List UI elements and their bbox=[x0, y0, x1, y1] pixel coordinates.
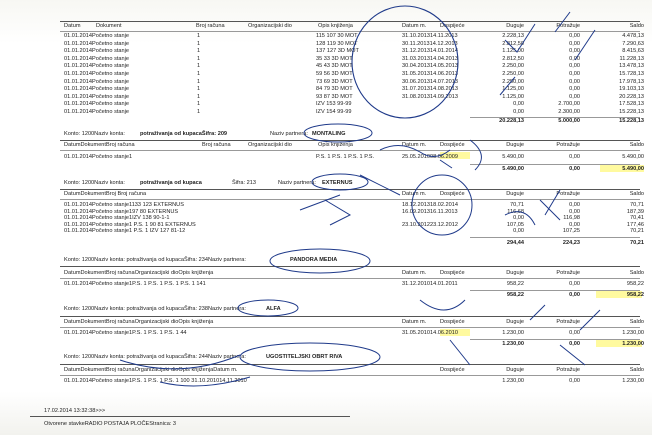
konto-label-3: Konto: 1200Naziv konta: bbox=[64, 180, 125, 186]
total-saldo-3: 70,21 bbox=[630, 240, 644, 246]
row-duguje: 2.228,13 bbox=[502, 33, 524, 39]
col-header-sal-5: Saldo bbox=[629, 319, 644, 325]
row-date: 01.01.2014 bbox=[64, 93, 92, 100]
row-duguje-3: 0,00 bbox=[513, 215, 524, 222]
row-potrazuje: 0,00 bbox=[569, 55, 580, 62]
row-document: Početno stanje bbox=[92, 109, 130, 115]
col-header-sal-6: Saldo bbox=[629, 367, 644, 373]
col-header-pot-5: Potražuje bbox=[556, 319, 580, 325]
col-header-saldo: Saldo bbox=[629, 23, 644, 29]
row-saldo-2: 5.490,00 bbox=[622, 154, 644, 160]
row-text-3: 01.01.2014Početno stanje1 P.S. 1 IZV 127 81-12 bbox=[64, 228, 186, 235]
row-saldo: 13.478,13 bbox=[619, 63, 644, 70]
row-saldo: 19.103,13 bbox=[619, 86, 644, 93]
col-header-potrazuje: Potražuje bbox=[556, 23, 580, 29]
row-opis: 45 43 3D MOT bbox=[316, 63, 353, 70]
row-potrazuje-5: 0,00 bbox=[569, 330, 580, 336]
row-text-3: 01.01.2014Početno stanje1IZV 138 90-1-1 bbox=[64, 215, 170, 222]
row-potrazuje-4: 0,00 bbox=[569, 281, 580, 287]
row-potrazuje-3: 0,00 bbox=[569, 202, 580, 208]
col-header-broj-2: Broj računa bbox=[202, 142, 231, 148]
row-opis: 137 127 3D MOT bbox=[316, 48, 359, 55]
row-datum-m: 30.04.201314.05.2013 bbox=[402, 63, 458, 70]
row-datum-m-3: 16.09.201316.11.2013 bbox=[402, 208, 458, 215]
total-potrazuje-4: 0,00 bbox=[569, 292, 580, 298]
pen-circle-pandora bbox=[270, 249, 370, 273]
row-opis: IZV 154 99-99 bbox=[316, 109, 352, 115]
col-header-dokument: Dokument bbox=[96, 23, 122, 29]
partner-label-2: Naziv partnera: bbox=[270, 131, 308, 137]
partner-name-2: MONTALING bbox=[312, 131, 346, 137]
col-header-datum-2: Datum m. bbox=[402, 142, 427, 148]
konto-label-2: Konto: 1200Naziv konta: bbox=[64, 131, 125, 137]
row-text-6: 01.01.2014Početno stanje1P.S. 1 P.S. 1 P.S. 1 100 31.10.201014.11.2010 bbox=[64, 378, 247, 384]
row-saldo-3: 70,41 bbox=[630, 215, 644, 222]
row-text-3: 01.01.2014Početno stanje1133 123 EXTERNUS bbox=[64, 202, 184, 208]
row-opis: 35 33 3D MOT bbox=[316, 55, 353, 62]
pen-check-2 bbox=[555, 12, 570, 32]
konto-line-6: Konto: 1200Naziv konta: potraživanja od kupacaŠifra: 244Naziv partnera: bbox=[64, 354, 246, 360]
row-document: Početno stanje bbox=[92, 93, 130, 100]
sifra-3: Šifra: 213 bbox=[232, 180, 256, 186]
row-broj: 1 bbox=[197, 33, 201, 39]
row-datum-m: 31.10.201314.11.2013 bbox=[402, 33, 458, 39]
pen-scribble-3 bbox=[505, 190, 560, 225]
row-saldo-3: 70,71 bbox=[630, 202, 644, 208]
row-broj: 1 bbox=[197, 55, 201, 62]
col-header-sal-2: Saldo bbox=[629, 142, 644, 148]
row-saldo-6: 1.230,00 bbox=[622, 378, 644, 384]
pen-check-1 bbox=[505, 24, 535, 52]
row-duguje-6: 1.230,00 bbox=[502, 378, 524, 384]
row-duguje: 2.812,50 bbox=[502, 40, 524, 47]
partner-name-6: UGOSTITELJSKI OBRT RIVA bbox=[266, 354, 343, 360]
col-header-org-dio: Organizacijski dio bbox=[248, 23, 292, 29]
row-potrazuje-2: 0,00 bbox=[569, 154, 580, 160]
col-header-pot-3: Potražuje bbox=[556, 191, 580, 197]
row-date: 01.01.2014 bbox=[64, 40, 92, 47]
row-datum-m: 31.03.201314.04.2013 bbox=[402, 55, 458, 62]
row-datum-m-4: 31.12.201014.01.2011 bbox=[402, 281, 458, 287]
row-potrazuje: 0,00 bbox=[569, 48, 580, 55]
row-date: 01.01.2014 bbox=[64, 48, 92, 55]
col-header-sal-3: Saldo bbox=[629, 191, 644, 197]
col-header-dosp-6: Dospijeće bbox=[440, 367, 465, 373]
col-header-dosp-4: Dospijeće bbox=[440, 270, 465, 276]
row-saldo: 15.228,13 bbox=[619, 109, 644, 115]
row-duguje-3: 107,05 bbox=[506, 221, 524, 228]
row-broj: 1 bbox=[197, 109, 201, 115]
row-opis: 84 79 3D MOT bbox=[316, 86, 353, 93]
row-datum-m: 31.05.201314.06.2013 bbox=[402, 71, 458, 77]
row-saldo-5: 1.230,00 bbox=[622, 330, 644, 336]
col-header-combined-3: DatumDokumentBroj Broj računa bbox=[64, 191, 147, 197]
total-saldo-4: 958,22 bbox=[626, 292, 644, 298]
row-potrazuje-3: 116,98 bbox=[563, 215, 580, 222]
row-document: Početno stanje bbox=[92, 86, 130, 93]
row-date: 01.01.2014 bbox=[64, 78, 92, 85]
row-datum-m-2: 25.05.201008.06.2009 bbox=[402, 154, 458, 160]
row-datum-m-3: 23.10.201223.12.2012 bbox=[402, 221, 458, 228]
col-header-dug-5: Duguje bbox=[506, 319, 524, 325]
total-duguje-1: 20.228,13 bbox=[499, 118, 524, 124]
row-document: Početno stanje bbox=[92, 55, 130, 62]
total-potrazuje-1: 5.000,00 bbox=[558, 118, 580, 124]
partner-name-3: EXTERNUS bbox=[322, 180, 353, 186]
row-broj: 1 bbox=[197, 101, 201, 108]
row-opis-2: P.S. 1 P.S. 1 P.S. 1 P.S. bbox=[316, 154, 375, 160]
total-potrazuje-3: 224,23 bbox=[562, 240, 580, 246]
col-header-combined-4: DatumDokumentBroj računaOrganizacijski dioOpis knjiženja bbox=[64, 270, 214, 276]
row-duguje: 2.250,00 bbox=[502, 63, 524, 70]
row-document: Početno stanje bbox=[92, 63, 130, 70]
total-duguje-4: 958,22 bbox=[506, 292, 524, 298]
partner-name-5: ALFA bbox=[266, 306, 281, 312]
col-header-pot-6: Potražuje bbox=[556, 367, 580, 373]
row-text-5: 01.01.2014Početno stanje1P.S. 1 P.S. 1 P.S. 1 44 bbox=[64, 330, 187, 336]
pen-scribble-5 bbox=[420, 300, 600, 330]
row-date: 01.01.2014 bbox=[64, 63, 92, 70]
pen-circle-riva bbox=[240, 343, 380, 371]
row-saldo: 7.290,63 bbox=[622, 40, 644, 47]
row-duguje-4: 958,22 bbox=[506, 281, 524, 287]
row-opis: IZV 153 99-99 bbox=[316, 101, 352, 108]
row-potrazuje: 0,00 bbox=[569, 86, 580, 93]
konto-name-3: potraživanja od kupaca bbox=[140, 180, 202, 186]
row-saldo: 15.728,13 bbox=[619, 71, 644, 77]
col-header-dosp-2: Dospijeće bbox=[440, 142, 465, 148]
pen-arrows-3 bbox=[300, 175, 400, 225]
col-header-pot-4: Potražuje bbox=[556, 270, 580, 276]
col-header-dug-3: Duguje bbox=[506, 191, 524, 197]
footer-timestamp: 17.02.2014 13:32:38>>> bbox=[44, 408, 106, 414]
total-potrazuje-5: 0,00 bbox=[569, 341, 580, 347]
row-saldo: 20.228,13 bbox=[619, 93, 644, 100]
total-saldo-5: 1.230,00 bbox=[622, 341, 644, 347]
row-potrazuje: 0,00 bbox=[569, 33, 580, 39]
row-broj: 1 bbox=[197, 71, 201, 77]
row-datum-m-3: 18.12.201318.02.2014 bbox=[402, 202, 458, 208]
col-header-combined-5: DatumDokumentBroj računaOrganizacijski dioOpis knjiženja bbox=[64, 319, 214, 325]
row-duguje: 2.812,50 bbox=[502, 55, 524, 62]
row-potrazuje: 2.300,00 bbox=[558, 109, 580, 115]
row-duguje: 2.250,00 bbox=[502, 78, 524, 85]
row-opis: 59 56 3D MOT bbox=[316, 71, 353, 77]
col-header-datum-3: Datum m. bbox=[402, 191, 427, 197]
konto-line-5: Konto: 1200Naziv konta: potraživanja od kupacaŠifra: 238Naziv partnera: bbox=[64, 306, 246, 312]
row-duguje-3: 70,71 bbox=[510, 202, 524, 208]
pen-circle-externus bbox=[312, 174, 368, 190]
col-header-dug-6: Duguje bbox=[506, 367, 524, 373]
row-duguje: 2.250,00 bbox=[502, 71, 524, 77]
row-broj: 1 bbox=[197, 63, 201, 70]
row-date-2: 01.01.2014 bbox=[64, 154, 92, 160]
row-document: Početno stanje bbox=[92, 40, 130, 47]
col-header-sal-4: Saldo bbox=[629, 270, 644, 276]
row-duguje: 1.125,00 bbox=[502, 86, 524, 93]
total-duguje-2: 5.490,00 bbox=[502, 166, 524, 172]
row-datum-m: 31.12.201314.01.2014 bbox=[402, 48, 458, 55]
row-saldo-3: 187,39 bbox=[626, 208, 644, 215]
row-saldo: 17.978,13 bbox=[619, 78, 644, 85]
pen-circle-dates bbox=[352, 6, 458, 118]
row-opis: 73 69 3D MOT bbox=[316, 78, 353, 85]
row-date: 01.01.2014 bbox=[64, 33, 92, 39]
row-document-2: Početno stanje1 bbox=[92, 154, 133, 160]
total-potrazuje-2: 0,00 bbox=[569, 166, 580, 172]
row-broj: 1 bbox=[197, 93, 201, 100]
total-saldo-1: 15.228,13 bbox=[619, 118, 644, 124]
row-saldo: 4.478,13 bbox=[622, 33, 644, 39]
row-potrazuje: 0,00 bbox=[569, 40, 580, 47]
col-header-datum: Datum bbox=[64, 23, 81, 29]
row-saldo: 17.528,13 bbox=[619, 101, 644, 108]
row-saldo: 8.415,63 bbox=[622, 48, 644, 55]
col-header-dug-2: Duguje bbox=[506, 142, 524, 148]
row-datum-m: 30.06.201314.07.2013 bbox=[402, 78, 458, 85]
col-header-datum-m: Datum m. bbox=[402, 23, 427, 29]
row-date: 01.01.2014 bbox=[64, 55, 92, 62]
row-potrazuje-3: 0,00 bbox=[569, 208, 580, 215]
row-opis: 93 87 3D MOT bbox=[316, 93, 353, 100]
row-duguje-5: 1.230,00 bbox=[502, 330, 524, 336]
row-datum-m: 31.07.201314.08.2013 bbox=[402, 86, 458, 93]
row-duguje-2: 5.490,00 bbox=[502, 154, 524, 160]
row-potrazuje: 2.700,00 bbox=[558, 101, 580, 108]
row-saldo-3: 70,21 bbox=[630, 228, 644, 235]
konto-line-4: Konto: 1200Naziv konta: potraživanja od kupacaŠifra: 234Naziv partnera: bbox=[64, 257, 246, 263]
col-header-combined-6: DatumDokumentBroj računaOrganizacijski dioOpis knjiženjaDatum m. bbox=[64, 367, 238, 373]
row-document: Početno stanje bbox=[92, 33, 130, 39]
row-duguje: 1.125,00 bbox=[502, 48, 524, 55]
pen-circle-alfa bbox=[238, 300, 298, 316]
total-duguje-5: 1.230,00 bbox=[502, 341, 524, 347]
pen-stroke-bottom bbox=[160, 377, 250, 386]
row-saldo-3: 177,46 bbox=[626, 221, 644, 228]
row-date: 01.01.2014 bbox=[64, 71, 92, 77]
row-saldo-4: 958,22 bbox=[626, 281, 644, 287]
row-text-4: 01.01.2014Početno stanje1P.S. 1 P.S. 1 P.S. 1 P.S. 1 141 bbox=[64, 281, 206, 287]
row-potrazuje-3: 107,25 bbox=[562, 228, 580, 235]
pen-circle-datum-3 bbox=[412, 175, 472, 235]
row-potrazuje: 0,00 bbox=[569, 78, 580, 85]
col-header-broj-racuna: Broj računa bbox=[196, 23, 225, 29]
partner-name-4: PANDORA MEDIA bbox=[290, 257, 338, 263]
total-duguje-3: 294,44 bbox=[506, 240, 524, 246]
row-duguje: 1.125,00 bbox=[502, 93, 524, 100]
col-header-datum-4: Datum m. bbox=[402, 270, 427, 276]
row-date: 01.01.2014 bbox=[64, 109, 92, 115]
col-header-pot-2: Potražuje bbox=[556, 142, 580, 148]
row-document: Početno stanje bbox=[92, 71, 130, 77]
col-header-dosp-3: Dospijeće bbox=[440, 191, 465, 197]
pen-scribble-6 bbox=[120, 340, 585, 369]
row-broj: 1 bbox=[197, 40, 201, 47]
row-datum-m-5: 31.05.201014.06.2010 bbox=[402, 330, 458, 336]
row-duguje-3: 0,00 bbox=[513, 228, 524, 235]
row-potrazuje: 0,00 bbox=[569, 71, 580, 77]
row-text-3: 01.01.2014Početno stanje1 P.S. 1 90 81 EXTERNUS bbox=[64, 221, 196, 228]
partner-label-3: Naziv partnera: bbox=[278, 180, 316, 186]
row-document: Početno stanje bbox=[92, 78, 130, 85]
row-broj: 1 bbox=[197, 48, 201, 55]
row-date: 01.01.2014 bbox=[64, 86, 92, 93]
konto-name-2: potraživanja od kupacaŠifra: 209 bbox=[140, 131, 228, 137]
row-saldo: 11.228,13 bbox=[619, 55, 644, 62]
row-opis: 128 119 30 MOT bbox=[316, 40, 358, 47]
col-header-dosp-5: Dospijeće bbox=[440, 319, 465, 325]
total-saldo-2: 5.490,00 bbox=[622, 166, 644, 172]
row-potrazuje-6: 0,00 bbox=[569, 378, 580, 384]
pen-bracket-2 bbox=[470, 140, 481, 170]
row-datum-m: 30.11.201314.12.2013 bbox=[402, 40, 458, 47]
pen-check-4 bbox=[500, 77, 515, 95]
col-header-dospijece: Dospijeće bbox=[440, 23, 465, 29]
row-document: Početno stanje bbox=[92, 101, 130, 108]
row-duguje: 0,00 bbox=[513, 109, 524, 115]
col-header-org-2: Organizacijski dio bbox=[248, 142, 292, 148]
row-potrazuje: 0,00 bbox=[569, 93, 580, 100]
col-header-opis-2: Opis knjiženja bbox=[318, 142, 353, 148]
row-broj: 1 bbox=[197, 78, 201, 85]
col-header-opis: Opis knjiženja bbox=[318, 23, 353, 29]
row-potrazuje-3: 0,00 bbox=[569, 221, 580, 228]
row-duguje: 0,00 bbox=[513, 101, 524, 108]
row-date: 01.01.2014 bbox=[64, 101, 92, 108]
footer-report-title: Otvorene stavkeRADIO POSTAJA PLOČEStranica: 3 bbox=[44, 421, 177, 427]
row-datum-m: 31.08.201314.09.2013 bbox=[402, 93, 458, 100]
pen-scribble-montaling bbox=[380, 145, 452, 168]
row-broj: 1 bbox=[197, 86, 201, 93]
row-opis: 115 107 30 MOT bbox=[316, 33, 358, 39]
pen-circle-montaling bbox=[304, 124, 372, 142]
row-text-3: 01.01.2014Početno stanje197 80 EXTERNUS bbox=[64, 208, 179, 215]
col-header-datum-5: Datum m. bbox=[402, 319, 427, 325]
row-document: Početno stanje bbox=[92, 48, 130, 55]
pen-check-3 bbox=[575, 30, 595, 60]
col-header-combined-2: DatumDokumentBroj računa bbox=[64, 142, 135, 148]
row-potrazuje: 0,00 bbox=[569, 63, 580, 70]
row-duguje-3: 116,68 bbox=[507, 208, 524, 215]
col-header-dug-4: Duguje bbox=[506, 270, 524, 276]
col-header-duguje: Duguje bbox=[506, 23, 524, 29]
